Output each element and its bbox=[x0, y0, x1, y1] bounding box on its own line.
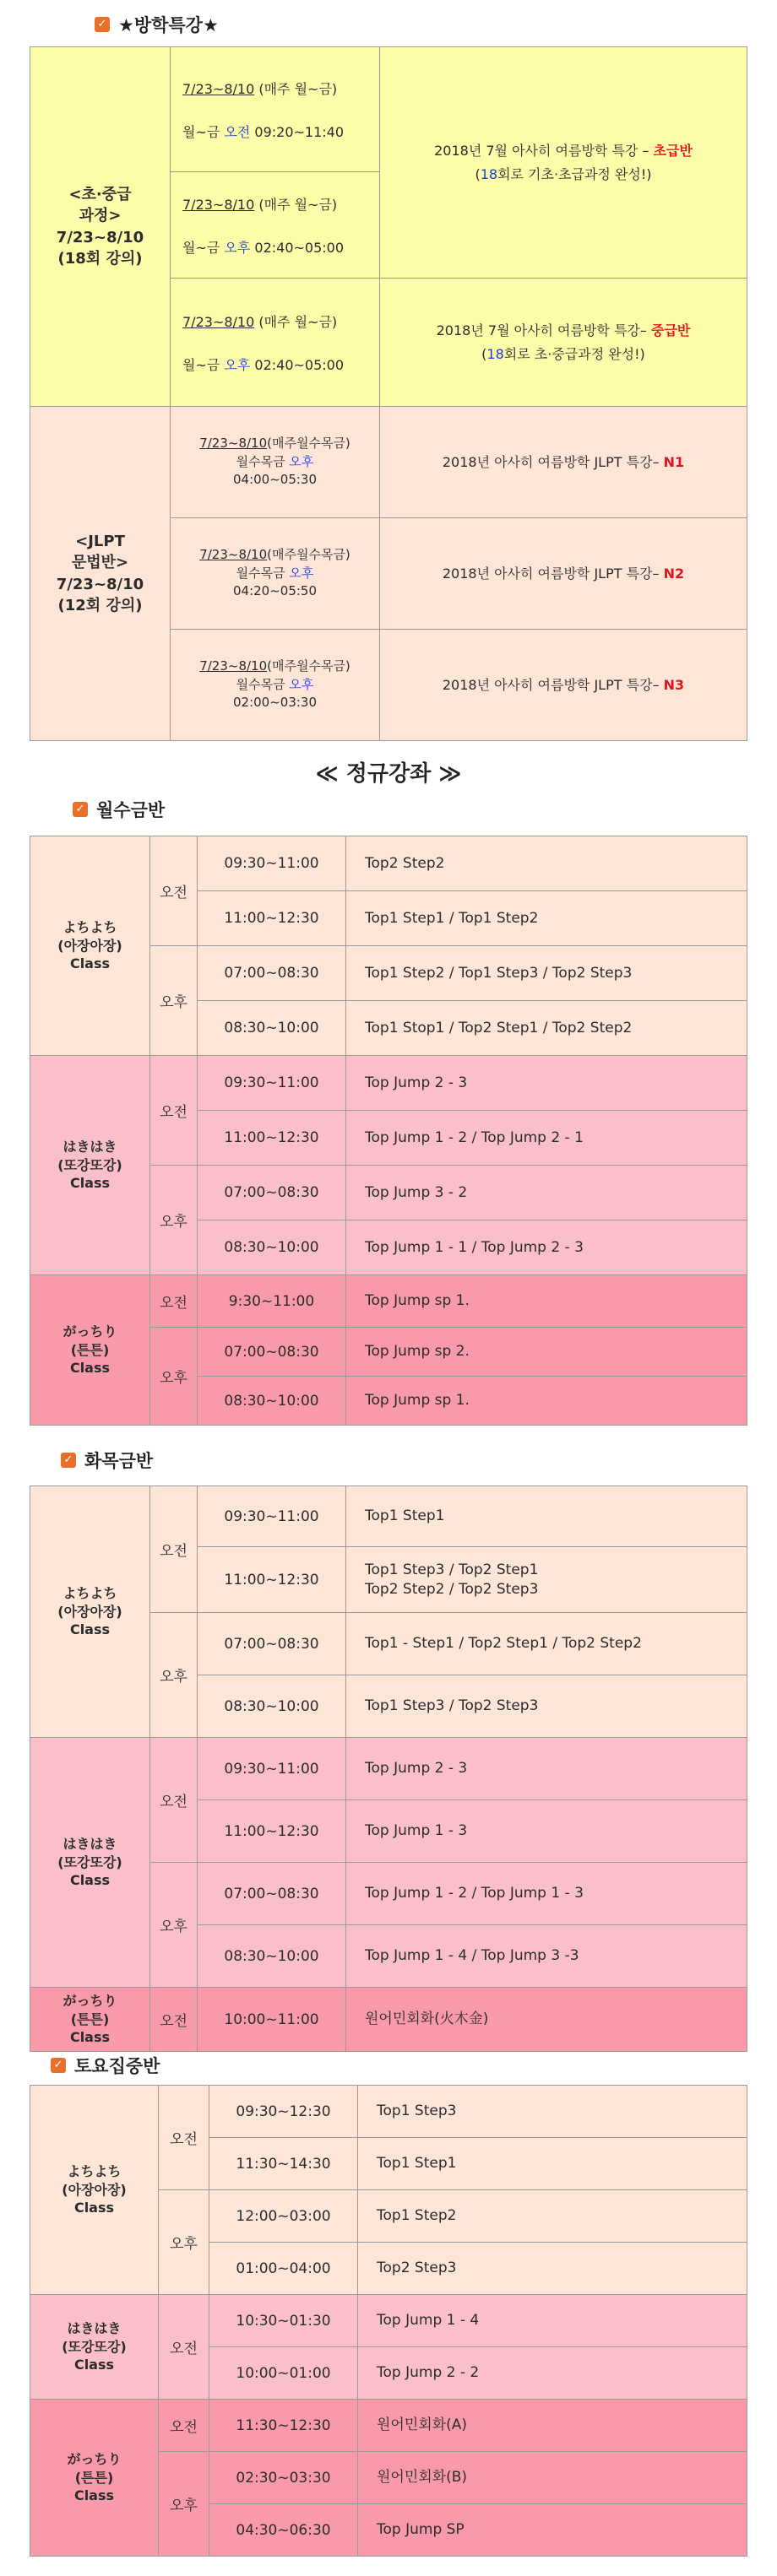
time-cell: 09:30~11:00 bbox=[198, 1056, 346, 1111]
session-pm: 오후 bbox=[150, 1328, 198, 1426]
time-cell: 09:30~11:00 bbox=[198, 1738, 346, 1800]
session-am: 오전 bbox=[150, 1988, 198, 2052]
group-gacchiri: がっちり (튼튼) Class bbox=[30, 1275, 150, 1426]
course-cell: Top Jump 1 - 2 / Top Jump 2 - 1 bbox=[346, 1111, 747, 1166]
course-cell: Top Jump 2 - 3 bbox=[346, 1738, 747, 1800]
group-jlpt: <JLPT 문법반> 7/23~8/10 (12회 강의) bbox=[30, 407, 171, 741]
time-cell: 07:00~08:30 bbox=[198, 1863, 346, 1925]
course-cell: Top1 Step1 bbox=[358, 2138, 747, 2190]
session-am: 오전 bbox=[150, 1486, 198, 1613]
course-cell: Top1 Step3 bbox=[358, 2086, 747, 2138]
schedule-cell: 7/23~8/10(매주월수목금) 월수목금 오후 04:00~05:30 bbox=[171, 407, 380, 518]
time-cell: 10:30~01:30 bbox=[209, 2295, 358, 2347]
course-cell: Top Jump sp 1. bbox=[346, 1275, 747, 1328]
section-heading-vacation bbox=[95, 12, 219, 37]
saturday-table bbox=[30, 2085, 747, 2557]
time-cell: 07:00~08:30 bbox=[198, 1166, 346, 1220]
checkbox-icon: ✓ bbox=[51, 2058, 66, 2073]
course-cell: Top2 Step3 bbox=[358, 2243, 747, 2295]
course-cell: Top Jump sp 2. bbox=[346, 1328, 747, 1377]
group-beginner-intermediate: <초·중급 과정> 7/23~8/10 (18회 강의) bbox=[30, 47, 171, 407]
section-heading-label: 화목금반 bbox=[84, 1451, 154, 1471]
section-heading-mwf bbox=[73, 797, 165, 822]
session-am: 오전 bbox=[150, 1738, 198, 1863]
section-heading-label: 월수금반 bbox=[96, 800, 166, 820]
checkbox-icon: ✓ bbox=[61, 1453, 76, 1468]
schedule-cell: 7/23~8/10(매주월수목금) 월수목금 오후 04:20~05:50 bbox=[171, 518, 380, 630]
group-hakihaki: はきはき (또강또강) Class bbox=[30, 1738, 150, 1988]
time-cell: 09:30~11:00 bbox=[198, 836, 346, 891]
time-cell: 01:00~04:00 bbox=[209, 2243, 358, 2295]
course-desc-intermediate: 2018년 7월 아사히 여름방학 특강– 중급반 (18회로 초·중급과정 완성!) bbox=[380, 279, 747, 407]
course-cell: Top Jump 1 - 1 / Top Jump 2 - 3 bbox=[346, 1220, 747, 1275]
course-cell: Top Jump 2 - 2 bbox=[358, 2347, 747, 2400]
course-cell: Top1 Step1 bbox=[346, 1486, 747, 1547]
session-am: 오전 bbox=[159, 2295, 209, 2400]
session-am: 오전 bbox=[150, 836, 198, 946]
time-cell: 09:30~11:00 bbox=[198, 1486, 346, 1547]
course-cell: Top1 Step1 / Top1 Step2 bbox=[346, 891, 747, 946]
session-pm: 오후 bbox=[159, 2452, 209, 2557]
time-cell: 02:30~03:30 bbox=[209, 2452, 358, 2504]
time-cell: 11:00~12:30 bbox=[198, 891, 346, 946]
group-yochiyochi: よちよち (아장아장) Class bbox=[30, 836, 150, 1056]
time-cell: 08:30~10:00 bbox=[198, 1377, 346, 1426]
checkbox-icon: ✓ bbox=[95, 17, 110, 32]
time-cell: 07:00~08:30 bbox=[198, 1328, 346, 1377]
time-cell: 11:00~12:30 bbox=[198, 1547, 346, 1613]
course-cell: Top1 Step3 / Top2 Step3 bbox=[346, 1675, 747, 1738]
schedule-cell: 7/23~8/10 (매주 월~금) 월~금 오후 02:40~05:00 bbox=[171, 279, 380, 407]
course-desc-beginner: 2018년 7월 아사히 여름방학 특강 – 초급반 (18회로 기초·초급과정 완성!) bbox=[380, 47, 747, 279]
time-cell: 11:30~14:30 bbox=[209, 2138, 358, 2190]
course-cell: Top1 Step3 / Top2 Step1 Top2 Step2 / Top2 Step3 bbox=[346, 1547, 747, 1613]
time-cell: 11:00~12:30 bbox=[198, 1800, 346, 1863]
course-cell: Top1 Step2 / Top1 Step3 / Top2 Step3 bbox=[346, 946, 747, 1001]
section-heading-tthf bbox=[61, 1448, 153, 1473]
group-hakihaki: はきはき (또강또강) Class bbox=[30, 1056, 150, 1275]
schedule-cell: 7/23~8/10 (매주 월~금) 월~금 오전 09:20~11:40 bbox=[171, 47, 380, 172]
schedule-cell: 7/23~8/10(매주월수목금) 월수목금 오후 02:00~03:30 bbox=[171, 630, 380, 741]
section-heading-label: 토요집중반 bbox=[74, 2056, 160, 2076]
session-am: 오전 bbox=[159, 2400, 209, 2452]
time-cell: 04:30~06:30 bbox=[209, 2504, 358, 2557]
group-gacchiri: がっちり (튼튼) Class bbox=[30, 2400, 159, 2557]
time-cell: 9:30~11:00 bbox=[198, 1275, 346, 1328]
session-pm: 오후 bbox=[159, 2190, 209, 2295]
regular-courses-title: ≪ 정규강좌 ≫ bbox=[315, 761, 462, 787]
time-cell: 08:30~10:00 bbox=[198, 1675, 346, 1738]
course-desc-n2: 2018년 아사히 여름방학 JLPT 특강– N2 bbox=[380, 518, 747, 630]
time-cell: 08:30~10:00 bbox=[198, 1220, 346, 1275]
group-hakihaki: はきはき (또강또강) Class bbox=[30, 2295, 159, 2400]
time-cell: 10:00~11:00 bbox=[198, 1988, 346, 2052]
session-am: 오전 bbox=[159, 2086, 209, 2190]
time-cell: 10:00~01:00 bbox=[209, 2347, 358, 2400]
time-cell: 11:00~12:30 bbox=[198, 1111, 346, 1166]
session-pm: 오후 bbox=[150, 1863, 198, 1988]
course-cell: Top1 Stop1 / Top2 Step1 / Top2 Step2 bbox=[346, 1001, 747, 1056]
course-cell: 원어민회화(火木金) bbox=[346, 1988, 747, 2052]
time-cell: 11:30~12:30 bbox=[209, 2400, 358, 2452]
time-cell: 08:30~10:00 bbox=[198, 1001, 346, 1056]
course-cell: Top1 - Step1 / Top2 Step1 / Top2 Step2 bbox=[346, 1613, 747, 1675]
course-cell: Top Jump 2 - 3 bbox=[346, 1056, 747, 1111]
session-am: 오전 bbox=[150, 1275, 198, 1328]
course-cell: Top Jump SP bbox=[358, 2504, 747, 2557]
group-yochiyochi: よちよち (아장아장) Class bbox=[30, 2086, 159, 2295]
course-cell: Top Jump 1 - 2 / Top Jump 1 - 3 bbox=[346, 1863, 747, 1925]
course-cell: Top2 Step2 bbox=[346, 836, 747, 891]
group-yochiyochi: よちよち (아장아장) Class bbox=[30, 1486, 150, 1738]
course-cell: Top Jump 3 - 2 bbox=[346, 1166, 747, 1220]
time-cell: 09:30~12:30 bbox=[209, 2086, 358, 2138]
vacation-table bbox=[30, 46, 747, 741]
time-cell: 07:00~08:30 bbox=[198, 1613, 346, 1675]
time-cell: 08:30~10:00 bbox=[198, 1925, 346, 1988]
session-am: 오전 bbox=[150, 1056, 198, 1166]
course-cell: Top Jump 1 - 4 bbox=[358, 2295, 747, 2347]
time-cell: 07:00~08:30 bbox=[198, 946, 346, 1001]
mwf-table bbox=[30, 836, 747, 1426]
session-pm: 오후 bbox=[150, 1166, 198, 1275]
course-cell: Top1 Step2 bbox=[358, 2190, 747, 2243]
course-desc-n3: 2018년 아사히 여름방학 JLPT 특강– N3 bbox=[380, 630, 747, 741]
checkbox-icon: ✓ bbox=[73, 802, 88, 817]
session-pm: 오후 bbox=[150, 1613, 198, 1738]
course-cell: 원어민회화(A) bbox=[358, 2400, 747, 2452]
course-desc-n1: 2018년 아사히 여름방학 JLPT 특강– N1 bbox=[380, 407, 747, 518]
section-heading-saturday bbox=[51, 2053, 160, 2078]
tthf-table bbox=[30, 1486, 747, 2052]
session-pm: 오후 bbox=[150, 946, 198, 1056]
course-cell: Top Jump sp 1. bbox=[346, 1377, 747, 1426]
course-cell: 원어민회화(B) bbox=[358, 2452, 747, 2504]
group-gacchiri: がっちり (튼튼) Class bbox=[30, 1988, 150, 2052]
schedule-cell: 7/23~8/10 (매주 월~금) 월~금 오후 02:40~05:00 bbox=[171, 172, 380, 279]
time-cell: 12:00~03:00 bbox=[209, 2190, 358, 2243]
section-heading-label: ★방학특강★ bbox=[118, 15, 219, 35]
course-cell: Top Jump 1 - 4 / Top Jump 3 -3 bbox=[346, 1925, 747, 1988]
course-cell: Top Jump 1 - 3 bbox=[346, 1800, 747, 1863]
